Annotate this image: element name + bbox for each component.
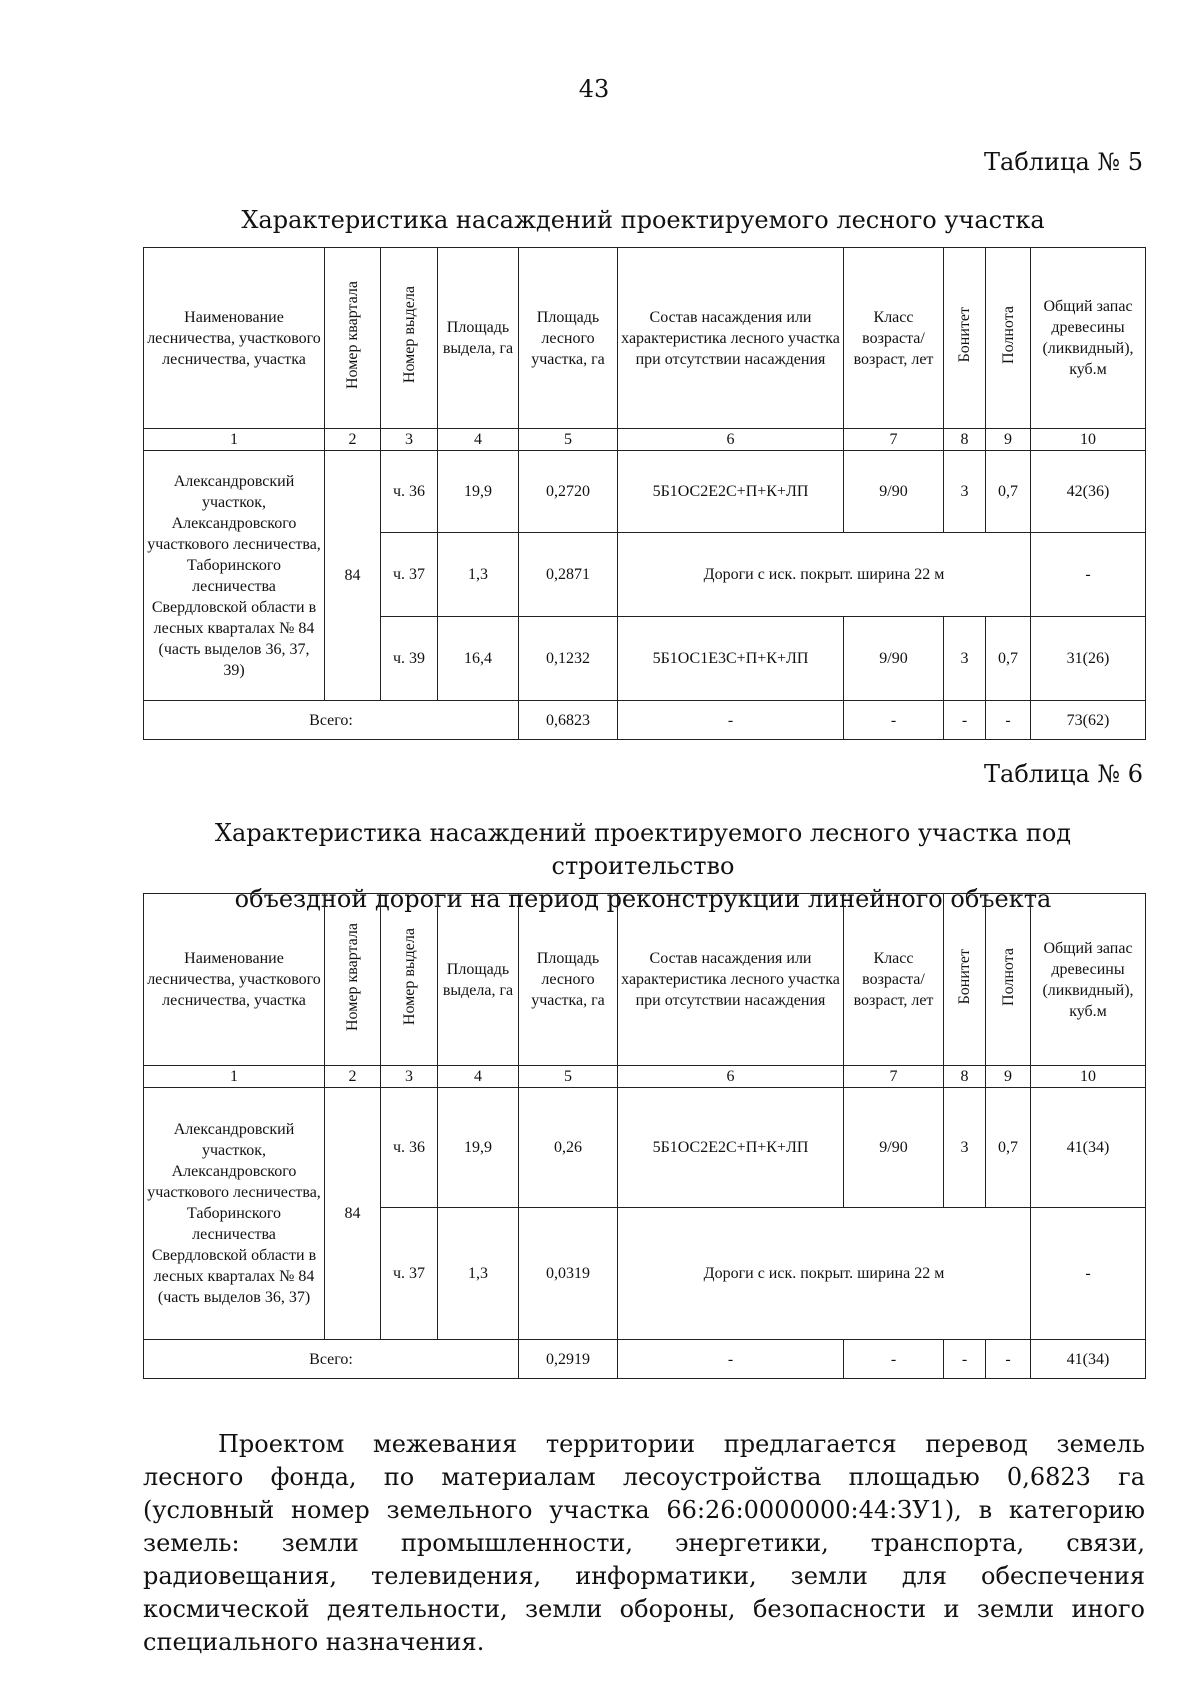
header-plot-area: Площадь лесного участка, га xyxy=(519,894,618,1066)
total-stock: 73(62) xyxy=(1031,701,1146,740)
age-cell: 9/90 xyxy=(844,1088,944,1208)
total-row xyxy=(144,1340,1146,1379)
total-age: - xyxy=(844,701,944,740)
stock-cell: 31(26) xyxy=(1031,617,1146,701)
column-number: 10 xyxy=(1031,1066,1146,1088)
column-number: 5 xyxy=(519,429,618,451)
header-bonitet-text: Бонитет xyxy=(956,307,973,363)
table-6-title-line-2: объездной дороги на период реконструкции линейного объекта xyxy=(234,885,1052,913)
header-density-text: Полнота xyxy=(999,306,1017,364)
stock-cell: 41(34) xyxy=(1031,1088,1146,1208)
plot-area-cell: 0,2871 xyxy=(519,533,618,617)
allotment-area-cell: 19,9 xyxy=(438,451,519,533)
plot-area-cell: 0,1232 xyxy=(519,617,618,701)
column-number: 9 xyxy=(986,1066,1031,1088)
column-number: 8 xyxy=(944,1066,986,1088)
column-number: 4 xyxy=(438,1066,519,1088)
density-cell: 0,7 xyxy=(986,617,1031,701)
table-5-header-row xyxy=(144,248,1146,429)
allotment-cell: ч. 36 xyxy=(381,1088,438,1208)
column-number: 5 xyxy=(519,1066,618,1088)
table-row xyxy=(144,1088,1146,1208)
header-bonitet-text: Бонитет xyxy=(956,948,973,1005)
column-number: 2 xyxy=(325,1066,381,1088)
density-cell: 0,7 xyxy=(986,1088,1031,1208)
allotment-cell: ч. 36 xyxy=(381,451,438,533)
total-density: - xyxy=(986,701,1031,740)
density-cell: 0,7 xyxy=(986,451,1031,533)
column-number: 3 xyxy=(381,1066,438,1088)
bonitet-cell: 3 xyxy=(944,451,986,533)
road-description-cell: Дороги с иск. покрыт. ширина 22 м xyxy=(618,1208,1031,1340)
stock-cell: - xyxy=(1031,1208,1146,1340)
bonitet-cell: 3 xyxy=(944,617,986,701)
header-quarter-text: Номер квартала xyxy=(344,281,361,389)
header-allotment-area: Площадь выдела, га xyxy=(438,894,519,1066)
allotment-area-cell: 1,3 xyxy=(438,1208,519,1340)
location-cell: Александровский участкок, Александровского участкового лесничества, Таборинского лесничества Свердловской области в лесных кварталах № 84 (часть выделов 36, 37) xyxy=(144,1088,325,1340)
header-composition: Состав насаждения или характеристика лесного участка при отсутствии насаждения xyxy=(618,894,844,1066)
column-number: 6 xyxy=(618,429,844,451)
location-cell: Александровский участкок, Александровского участкового лесничества, Таборинского лесничества Свердловской области в лесных кварталах № 84 (часть выделов 36, 37, 39) xyxy=(144,451,325,701)
header-age-class: Класс возраста/ возраст, лет xyxy=(844,894,944,1066)
header-density xyxy=(986,894,1031,1066)
column-number-row xyxy=(144,1066,1146,1088)
table-6 xyxy=(143,893,1146,1379)
header-bonitet xyxy=(944,894,986,1066)
total-label: Всего: xyxy=(144,1340,519,1379)
table-row xyxy=(144,451,1146,533)
stock-cell: - xyxy=(1031,533,1146,617)
plot-area-cell: 0,26 xyxy=(519,1088,618,1208)
column-number: 2 xyxy=(325,429,381,451)
plot-area-cell: 0,0319 xyxy=(519,1208,618,1340)
column-number: 1 xyxy=(144,1066,325,1088)
table-6-label: Таблица № 6 xyxy=(984,760,1143,788)
body-paragraph: Проектом межевания территории предлагается перевод земель лесного фонда, по материалам лесоустройства площадью 0,6823 га (условный номер земельного участка 66:26:0000000:44:ЗУ1), в категорию земель: земли промышленности, энергетики, транспорта, связи, радиовещания, телевидения, информатики, земли для обеспечения космической деятельности, земли обороны, безопасности и земли иного специального назначения. xyxy=(143,1430,1145,1656)
header-allotment-area: Площадь выдела, га xyxy=(438,248,519,429)
age-cell: 9/90 xyxy=(844,617,944,701)
header-plot-area: Площадь лесного участка, га xyxy=(519,248,618,429)
total-plot-area: 0,6823 xyxy=(519,701,618,740)
total-bonitet: - xyxy=(944,1340,986,1379)
column-number: 6 xyxy=(618,1066,844,1088)
header-allotment-text: Номер выдела xyxy=(400,286,418,384)
header-density-text: Полнота xyxy=(999,947,1017,1006)
total-composition: - xyxy=(618,1340,844,1379)
column-number: 10 xyxy=(1031,429,1146,451)
bonitet-cell: 3 xyxy=(944,1088,986,1208)
quarter-cell: 84 xyxy=(325,451,381,701)
page-number: 43 xyxy=(578,75,610,103)
total-composition: - xyxy=(618,701,844,740)
header-density xyxy=(986,248,1031,429)
table-5 xyxy=(143,247,1146,740)
total-row xyxy=(144,701,1146,740)
age-cell: 9/90 xyxy=(844,451,944,533)
allotment-area-cell: 1,3 xyxy=(438,533,519,617)
header-composition: Состав насаждения или характеристика лесного участка при отсутствии насаждения xyxy=(618,248,844,429)
road-description-cell: Дороги с иск. покрыт. ширина 22 м xyxy=(618,533,1031,617)
total-label: Всего: xyxy=(144,701,519,740)
allotment-area-cell: 16,4 xyxy=(438,617,519,701)
table-6-header-row xyxy=(144,894,1146,1066)
column-number: 1 xyxy=(144,429,325,451)
table-6-title-line-1: Характеристика насаждений проектируемого лесного участка под строительство xyxy=(214,819,1072,880)
total-stock: 41(34) xyxy=(1031,1340,1146,1379)
table-5-label: Таблица № 5 xyxy=(984,148,1143,176)
header-stock: Общий запас древесины (ликвидный), куб.м xyxy=(1031,894,1146,1066)
column-number: 3 xyxy=(381,429,438,451)
allotment-cell: ч. 39 xyxy=(381,617,438,701)
column-number: 4 xyxy=(438,429,519,451)
allotment-area-cell: 19,9 xyxy=(438,1088,519,1208)
header-allotment xyxy=(381,248,438,429)
composition-cell: 5Б1ОС2Е2С+П+К+ЛП xyxy=(618,451,844,533)
header-quarter xyxy=(325,248,381,429)
table-5-title: Характеристика насаждений проектируемого лесного участка xyxy=(241,206,1045,234)
header-name: Наименование лесничества, участкового лесничества, участка xyxy=(144,894,325,1066)
column-number-row xyxy=(144,429,1146,451)
plot-area-cell: 0,2720 xyxy=(519,451,618,533)
column-number: 7 xyxy=(844,1066,944,1088)
header-bonitet xyxy=(944,248,986,429)
column-number: 9 xyxy=(986,429,1031,451)
header-age-class: Класс возраста/ возраст, лет xyxy=(844,248,944,429)
column-number: 7 xyxy=(844,429,944,451)
allotment-cell: ч. 37 xyxy=(381,533,438,617)
header-name: Наименование лесничества, участкового лесничества, участка xyxy=(144,248,325,429)
composition-cell: 5Б1ОС1Е3С+П+К+ЛП xyxy=(618,617,844,701)
header-quarter-text: Номер квартала xyxy=(344,922,361,1031)
column-number: 8 xyxy=(944,429,986,451)
header-allotment xyxy=(381,894,438,1066)
composition-cell: 5Б1ОС2Е2С+П+К+ЛП xyxy=(618,1088,844,1208)
header-stock: Общий запас древесины (ликвидный), куб.м xyxy=(1031,248,1146,429)
header-allotment-text: Номер выдела xyxy=(400,927,418,1026)
quarter-cell: 84 xyxy=(325,1088,381,1340)
stock-cell: 42(36) xyxy=(1031,451,1146,533)
header-quarter xyxy=(325,894,381,1066)
total-plot-area: 0,2919 xyxy=(519,1340,618,1379)
total-age: - xyxy=(844,1340,944,1379)
total-bonitet: - xyxy=(944,701,986,740)
total-density: - xyxy=(986,1340,1031,1379)
allotment-cell: ч. 37 xyxy=(381,1208,438,1340)
